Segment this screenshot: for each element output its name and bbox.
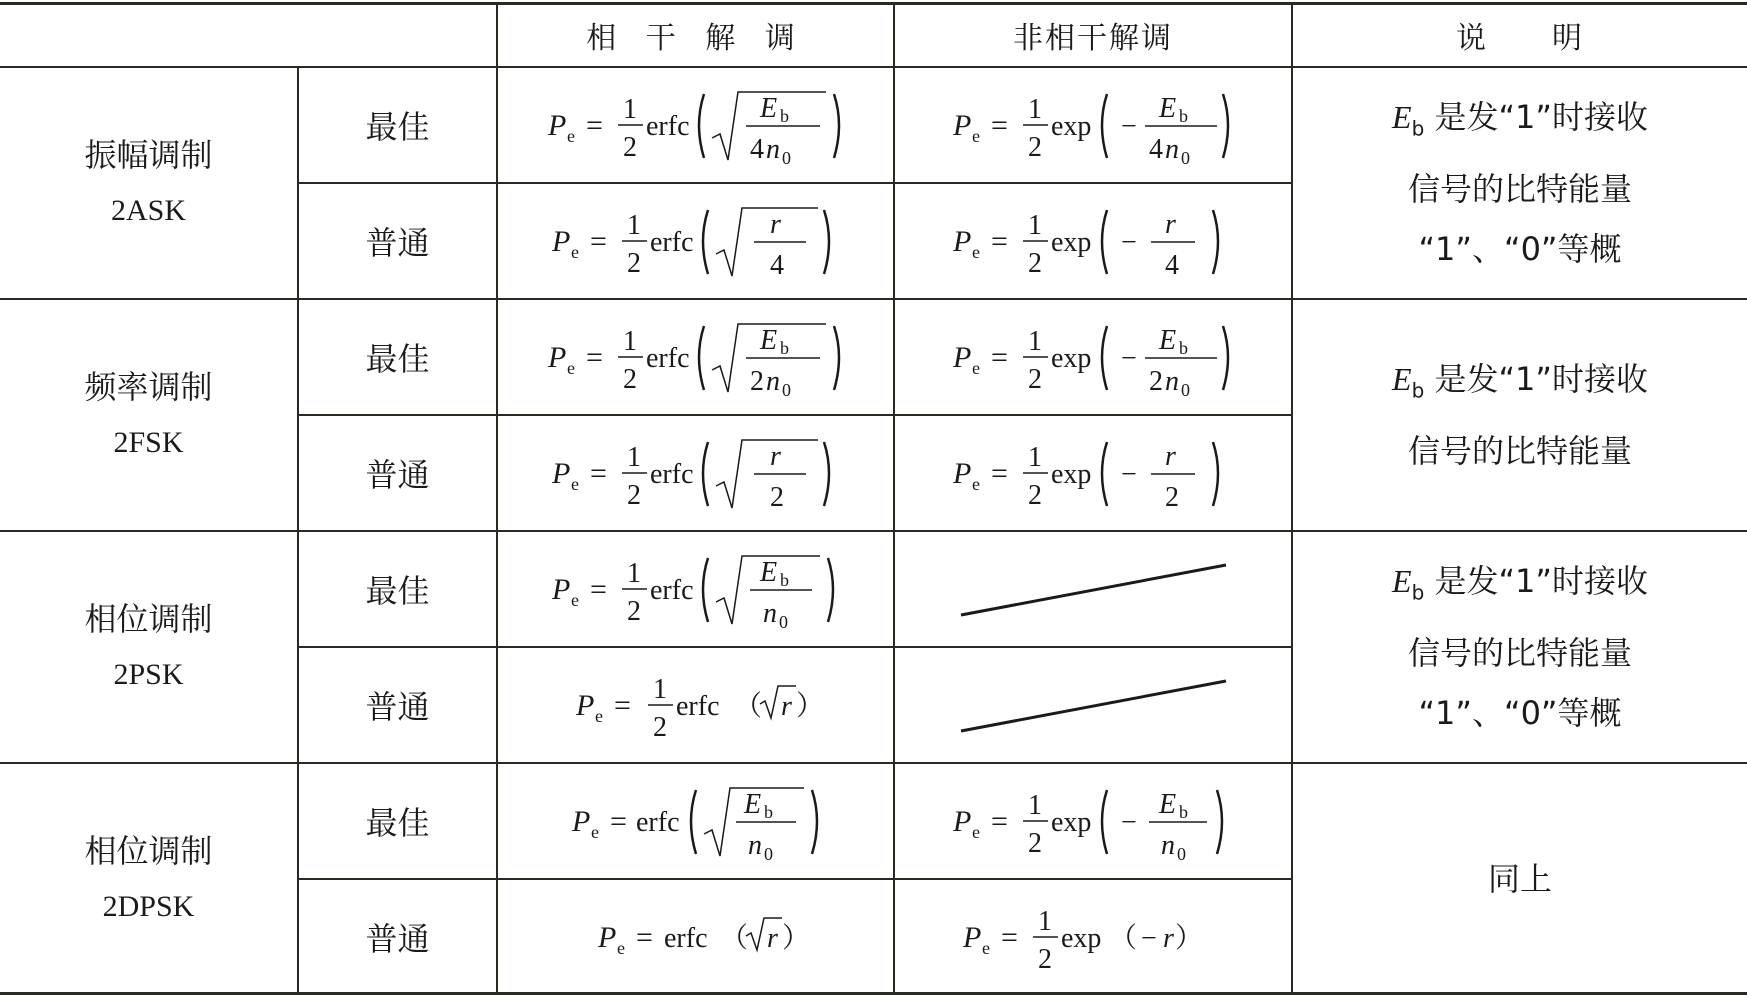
formula-coherent [498,532,893,646]
svg-text:b: b [780,338,789,358]
svg-text:P: P [953,225,972,258]
svg-text:1: 1 [1028,326,1042,357]
svg-text:P: P [548,341,567,374]
svg-text:exp: exp [1051,807,1092,838]
note-line: $E_b$ 是发“1”时接收 [1392,98,1648,141]
note-ask [1293,68,1747,298]
svg-text:P: P [953,805,972,838]
svg-text:r: r [781,691,792,722]
note-line: “1”、“0”等概 [1418,693,1622,732]
group-ask [0,68,297,298]
svg-text:=: = [586,109,603,142]
svg-text:−: − [1141,923,1157,954]
svg-text:1: 1 [627,210,641,241]
svg-text:E: E [760,557,778,588]
svg-text:（: （ [720,923,749,954]
not-applicable-slash [895,532,1291,646]
svg-text:n: n [766,134,780,165]
svg-text:erfc: erfc [650,459,694,490]
note-psk [1293,532,1747,762]
group-code: 2DPSK [102,890,195,923]
note-line: $E_b$ 是发“1”时接收 [1392,360,1648,403]
svg-text:0: 0 [764,844,773,864]
svg-text:4: 4 [1165,250,1179,281]
row-label: 最佳 [365,340,430,378]
svg-text:r: r [767,923,778,954]
svg-text:=: = [590,225,607,258]
svg-text:（: （ [1109,923,1138,954]
svg-text:2: 2 [1028,132,1042,163]
svg-text:2: 2 [1028,828,1042,859]
not-applicable-slash [895,648,1291,762]
svg-text:2: 2 [1165,482,1179,513]
svg-text:E: E [1159,93,1177,124]
svg-text:n: n [763,598,777,629]
svg-text:−: − [1121,343,1137,374]
row-label: 最佳 [365,572,430,610]
svg-text:1: 1 [1028,442,1042,473]
svg-text:−: − [1121,111,1137,142]
svg-text:erfc: erfc [650,227,694,258]
svg-text:e: e [571,242,579,262]
svg-text:1: 1 [1028,790,1042,821]
svg-text:4: 4 [750,134,764,165]
svg-text:=: = [614,689,631,722]
svg-text:=: = [636,921,653,954]
header-noncoherent: 非相干解调 [1013,21,1173,56]
svg-text:1: 1 [653,674,667,705]
svg-text:erfc: erfc [650,575,694,606]
svg-text:−: − [1121,807,1137,838]
svg-text:P: P [552,573,571,606]
svg-text:exp: exp [1061,923,1102,954]
svg-text:1: 1 [1028,210,1042,241]
svg-text:P: P [572,805,591,838]
svg-text:2: 2 [627,248,641,279]
row-label: 普通 [365,224,430,262]
svg-text:r: r [770,209,781,240]
header-notes: 说 明 [1456,21,1584,56]
group-psk [0,532,297,762]
svg-text:=: = [610,805,627,838]
svg-text:2: 2 [627,596,641,627]
formula-coherent [498,880,893,994]
svg-text:2: 2 [1028,364,1042,395]
svg-text:b: b [780,106,789,126]
svg-text:e: e [982,938,990,958]
note-fsk [1293,300,1747,530]
svg-text:）: ） [782,923,811,954]
svg-text:E: E [744,789,762,820]
row-label: 普通 [365,920,430,958]
svg-text:=: = [991,341,1008,374]
svg-text:P: P [548,109,567,142]
svg-text:2: 2 [623,132,637,163]
svg-text:1: 1 [623,94,637,125]
formula-noncoherent [895,68,1291,182]
group-name: 相位调制 [84,832,213,870]
svg-text:=: = [991,225,1008,258]
svg-text:0: 0 [1181,148,1190,168]
svg-text:erfc: erfc [664,923,708,954]
svg-text:n: n [1165,366,1179,397]
svg-text:2: 2 [750,366,764,397]
row-label: 最佳 [365,108,430,146]
svg-text:P: P [953,109,972,142]
group-code: 2PSK [113,658,184,691]
svg-text:r: r [1165,441,1176,472]
svg-text:exp: exp [1051,227,1092,258]
svg-text:）: ） [1175,923,1204,954]
svg-text:r: r [1163,923,1174,954]
svg-text:e: e [972,358,980,378]
svg-text:e: e [595,706,603,726]
svg-text:P: P [953,457,972,490]
svg-text:P: P [963,921,982,954]
svg-text:b: b [1179,802,1188,822]
formula-noncoherent [895,764,1291,878]
svg-text:0: 0 [1181,380,1190,400]
group-fsk [0,300,297,530]
row-label: 普通 [365,456,430,494]
row-label: 普通 [365,688,430,726]
svg-text:2: 2 [653,712,667,743]
svg-text:b: b [764,802,773,822]
svg-text:erfc: erfc [676,691,720,722]
svg-text:2: 2 [1028,248,1042,279]
formula-coherent [498,764,893,878]
svg-text:erfc: erfc [646,111,690,142]
svg-text:erfc: erfc [636,807,680,838]
svg-text:r: r [770,441,781,472]
svg-text:2: 2 [1038,944,1052,975]
svg-text:P: P [953,341,972,374]
svg-text:2: 2 [627,480,641,511]
note-line: 信号的比特能量 [1407,169,1632,208]
svg-text:exp: exp [1051,459,1092,490]
row-label: 最佳 [365,804,430,842]
svg-text:n: n [1165,134,1179,165]
svg-text:1: 1 [1028,94,1042,125]
note-line: “1”、“0”等概 [1418,229,1622,268]
svg-text:=: = [586,341,603,374]
svg-text:=: = [991,457,1008,490]
svg-text:=: = [590,457,607,490]
group-name: 频率调制 [84,368,213,406]
svg-text:E: E [1159,325,1177,356]
svg-text:erfc: erfc [646,343,690,374]
formula-noncoherent [895,416,1291,530]
note-line: 信号的比特能量 [1407,431,1632,470]
group-name: 振幅调制 [84,136,213,174]
svg-text:1: 1 [627,442,641,473]
svg-text:2: 2 [1149,366,1163,397]
svg-text:2: 2 [623,364,637,395]
svg-text:0: 0 [779,612,788,632]
svg-text:e: e [972,474,980,494]
note-line: $E_b$ 是发“1”时接收 [1392,562,1648,605]
svg-text:（: （ [734,691,763,722]
svg-text:0: 0 [1177,844,1186,864]
svg-text:1: 1 [623,326,637,357]
svg-text:E: E [1159,789,1177,820]
group-name: 相位调制 [84,600,213,638]
svg-text:0: 0 [782,380,791,400]
svg-text:P: P [552,225,571,258]
group-dpsk [0,764,297,994]
svg-text:b: b [780,570,789,590]
svg-text:e: e [972,126,980,146]
svg-text:e: e [972,242,980,262]
svg-text:−: − [1121,459,1137,490]
svg-text:e: e [591,822,599,842]
note-line: 信号的比特能量 [1407,633,1632,672]
note-dpsk [1293,764,1747,994]
svg-text:n: n [766,366,780,397]
formula-coherent [498,416,893,530]
svg-text:P: P [598,921,617,954]
svg-text:P: P [552,457,571,490]
svg-text:=: = [590,573,607,606]
formula-coherent [498,648,893,762]
svg-text:4: 4 [1149,134,1163,165]
formula-noncoherent [895,300,1291,414]
group-code: 2ASK [110,194,186,227]
svg-text:e: e [972,822,980,842]
svg-text:1: 1 [627,558,641,589]
note-line: 同上 [1487,860,1552,898]
svg-text:−: − [1121,227,1137,258]
svg-text:e: e [567,358,575,378]
formula-noncoherent [895,184,1291,298]
header-coherent: 相 干 解 调 [586,21,805,56]
svg-text:e: e [571,590,579,610]
svg-text:=: = [1001,921,1018,954]
svg-text:b: b [1179,106,1188,126]
svg-text:0: 0 [782,148,791,168]
svg-text:r: r [1165,209,1176,240]
formula-noncoherent [895,880,1291,994]
svg-text:exp: exp [1051,111,1092,142]
svg-text:1: 1 [1038,906,1052,937]
svg-text:exp: exp [1051,343,1092,374]
svg-text:e: e [617,938,625,958]
svg-text:E: E [760,93,778,124]
formula-coherent [498,68,893,182]
group-code: 2FSK [113,426,184,459]
svg-text:E: E [760,325,778,356]
svg-text:4: 4 [770,250,784,281]
formula-coherent [498,184,893,298]
svg-text:e: e [571,474,579,494]
svg-text:n: n [1161,830,1175,861]
svg-text:）: ） [796,691,825,722]
svg-text:e: e [567,126,575,146]
svg-text:=: = [991,805,1008,838]
svg-text:P: P [576,689,595,722]
svg-text:=: = [991,109,1008,142]
svg-text:2: 2 [770,482,784,513]
svg-text:2: 2 [1028,480,1042,511]
formula-coherent [498,300,893,414]
svg-text:b: b [1179,338,1188,358]
svg-text:n: n [748,830,762,861]
